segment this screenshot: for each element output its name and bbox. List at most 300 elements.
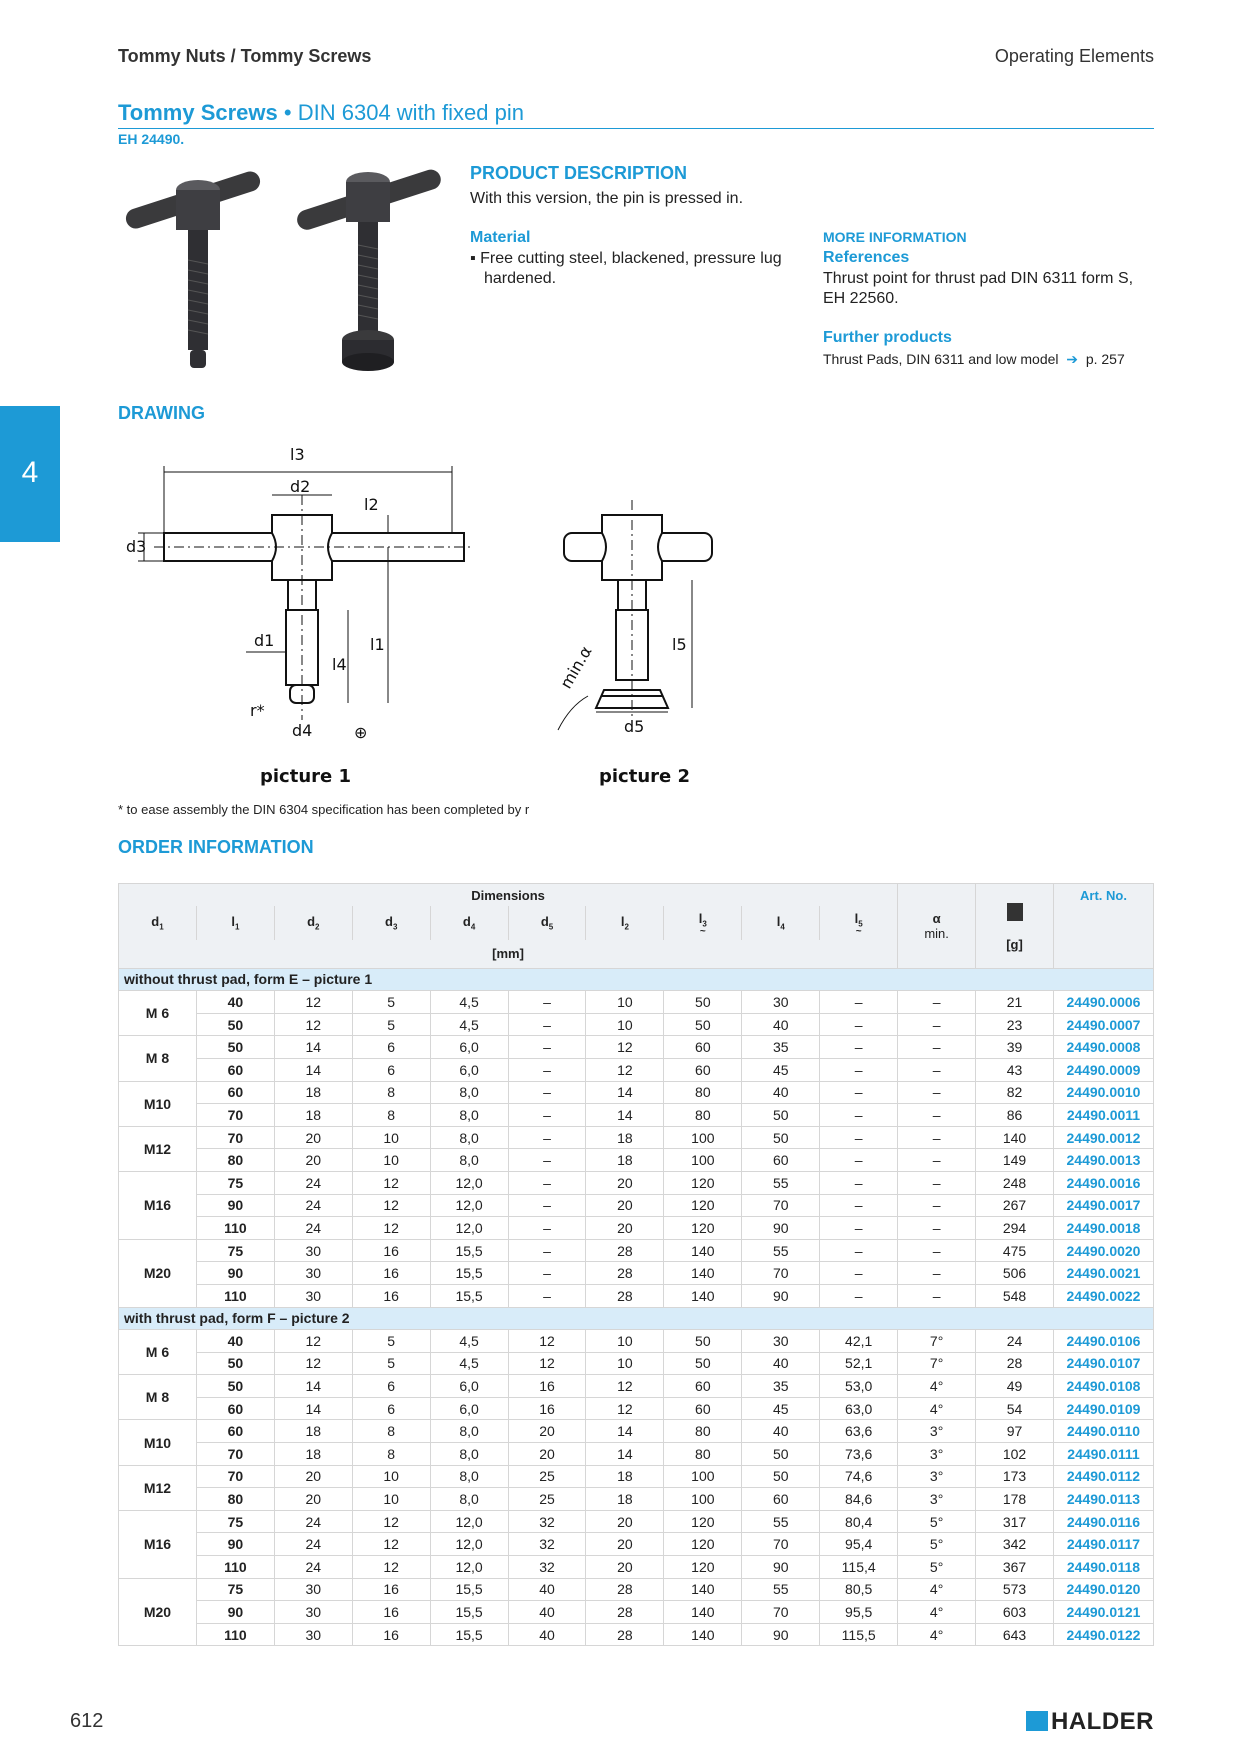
order-information-heading: ORDER INFORMATION: [118, 837, 314, 857]
unit-mm: [mm]: [119, 940, 898, 968]
column-index: 1: [234, 922, 240, 932]
table-cell: 28: [586, 1623, 664, 1646]
table-cell: 8: [352, 1104, 430, 1127]
table-cell: 24: [274, 1510, 352, 1533]
further-products-text: Thrust Pads, DIN 6311 and low model: [823, 351, 1059, 367]
svg-text:⊕: ⊕: [354, 723, 368, 742]
table-cell: 12: [352, 1510, 430, 1533]
table-cell: –: [898, 1217, 976, 1240]
thread-size: M 6: [119, 991, 197, 1036]
table-cell: –: [820, 991, 898, 1014]
thread-size: M20: [119, 1578, 197, 1646]
table-cell: –: [508, 1081, 586, 1104]
article-number-link[interactable]: 24490.0111: [1053, 1443, 1153, 1466]
length-l1-cell: 70: [196, 1126, 274, 1149]
article-number-link[interactable]: 24490.0108: [1053, 1375, 1153, 1398]
table-cell: 80,5: [820, 1578, 898, 1601]
length-l1-cell: 60: [196, 1081, 274, 1104]
table-cell: 643: [976, 1623, 1054, 1646]
length-l1-cell: 50: [196, 1036, 274, 1059]
length-l1-cell: 80: [196, 1149, 274, 1172]
table-cell: 70: [742, 1262, 820, 1285]
length-l1-cell: 60: [196, 1058, 274, 1081]
dimensions-header: Dimensions: [119, 884, 898, 907]
table-cell: 40: [742, 1081, 820, 1104]
article-number-link[interactable]: 24490.0120: [1053, 1578, 1153, 1601]
table-cell: 50: [742, 1443, 820, 1466]
further-products-link[interactable]: [823, 351, 1125, 368]
table-cell: 6: [352, 1375, 430, 1398]
table-cell: 43: [976, 1058, 1054, 1081]
table-cell: 30: [742, 1330, 820, 1353]
table-cell: –: [508, 1239, 586, 1262]
table-row: [119, 1081, 1154, 1104]
svg-text:d2: d2: [290, 477, 311, 496]
article-number-link[interactable]: 24490.0110: [1053, 1420, 1153, 1443]
column-index: 1: [159, 922, 164, 932]
chapter-tab[interactable]: 4: [0, 406, 60, 542]
table-cell: 50: [664, 1013, 742, 1036]
table-cell: 342: [976, 1533, 1054, 1556]
article-number-link[interactable]: 24490.0107: [1053, 1352, 1153, 1375]
table-cell: 60: [664, 1058, 742, 1081]
length-l1-cell: 90: [196, 1262, 274, 1285]
table-cell: 40: [742, 1013, 820, 1036]
length-l1-cell: 80: [196, 1488, 274, 1511]
table-cell: 18: [586, 1126, 664, 1149]
table-cell: 140: [664, 1239, 742, 1262]
table-cell: 6,0: [430, 1058, 508, 1081]
article-number-link[interactable]: 24490.0017: [1053, 1194, 1153, 1217]
halder-logo-icon: [1026, 1711, 1048, 1731]
table-cell: 7°: [898, 1352, 976, 1375]
picture-1-dimensions: [138, 466, 474, 720]
table-row: [119, 1284, 1154, 1307]
table-cell: 120: [664, 1510, 742, 1533]
table-cell: 4°: [898, 1578, 976, 1601]
table-cell: –: [820, 1126, 898, 1149]
table-cell: 14: [586, 1443, 664, 1466]
table-cell: 6: [352, 1036, 430, 1059]
table-cell: 12: [274, 1352, 352, 1375]
table-cell: 50: [664, 1352, 742, 1375]
table-cell: 74,6: [820, 1465, 898, 1488]
title-bullet: •: [283, 100, 292, 125]
length-l1-cell: 70: [196, 1104, 274, 1127]
article-number-link[interactable]: 24490.0012: [1053, 1126, 1153, 1149]
picture-1-labels: [126, 445, 385, 742]
table-cell: 45: [742, 1058, 820, 1081]
table-cell: –: [508, 991, 586, 1014]
table-cell: 8,0: [430, 1488, 508, 1511]
table-cell: 5°: [898, 1533, 976, 1556]
column-header-d3: [352, 906, 430, 940]
table-cell: 14: [274, 1058, 352, 1081]
table-cell: 24: [274, 1556, 352, 1579]
article-number-link[interactable]: 24490.0118: [1053, 1556, 1153, 1579]
table-cell: 80,4: [820, 1510, 898, 1533]
svg-text:l5: l5: [672, 635, 687, 654]
table-cell: 12: [274, 1013, 352, 1036]
table-cell: –: [508, 1194, 586, 1217]
table-cell: 95,4: [820, 1533, 898, 1556]
table-cell: 28: [586, 1284, 664, 1307]
table-cell: 80: [664, 1420, 742, 1443]
table-row: [119, 1171, 1154, 1194]
length-l1-cell: 110: [196, 1623, 274, 1646]
table-cell: 30: [274, 1601, 352, 1624]
table-cell: 6,0: [430, 1375, 508, 1398]
column-symbol: l: [698, 911, 703, 927]
table-cell: 14: [586, 1420, 664, 1443]
table-cell: 6,0: [430, 1036, 508, 1059]
column-symbol: d: [384, 914, 393, 930]
table-cell: 30: [274, 1578, 352, 1601]
table-cell: 140: [976, 1126, 1054, 1149]
table-cell: 16: [352, 1623, 430, 1646]
table-cell: 60: [664, 1036, 742, 1059]
table-cell: 506: [976, 1262, 1054, 1285]
group-title: with thrust pad, form F – picture 2: [119, 1307, 1154, 1330]
table-header-row: [119, 884, 1154, 907]
table-cell: 90: [742, 1556, 820, 1579]
article-number-link[interactable]: 24490.0010: [1053, 1081, 1153, 1104]
alpha-min-label: min.: [924, 925, 949, 941]
table-cell: 28: [976, 1352, 1054, 1375]
technical-drawing: [118, 440, 718, 800]
table-cell: –: [508, 1036, 586, 1059]
table-cell: 73,6: [820, 1443, 898, 1466]
column-index: 3: [702, 919, 707, 929]
table-cell: 80: [664, 1104, 742, 1127]
svg-text:l4: l4: [332, 655, 347, 674]
table-cell: 8,0: [430, 1081, 508, 1104]
picture-1-drawing: [164, 515, 464, 703]
table-cell: 115,4: [820, 1556, 898, 1579]
table-cell: 20: [274, 1465, 352, 1488]
table-cell: 50: [742, 1465, 820, 1488]
svg-text:d3: d3: [126, 537, 147, 556]
table-cell: 15,5: [430, 1284, 508, 1307]
table-row: [119, 1058, 1154, 1081]
length-l1-cell: 90: [196, 1533, 274, 1556]
alpha-label: α: [932, 910, 941, 926]
table-row: [119, 1488, 1154, 1511]
table-cell: 12: [508, 1330, 586, 1353]
length-l1-cell: 110: [196, 1217, 274, 1240]
column-symbol: l: [231, 914, 235, 930]
table-cell: 12: [586, 1397, 664, 1420]
table-cell: 30: [274, 1262, 352, 1285]
more-information-heading: MORE INFORMATION: [823, 229, 967, 245]
table-cell: 12: [586, 1036, 664, 1059]
table-cell: 475: [976, 1239, 1054, 1262]
table-cell: –: [898, 1081, 976, 1104]
table-cell: 10: [352, 1149, 430, 1172]
table-cell: 35: [742, 1375, 820, 1398]
table-cell: 8,0: [430, 1443, 508, 1466]
article-number-link[interactable]: 24490.0106: [1053, 1330, 1153, 1353]
table-cell: 28: [586, 1239, 664, 1262]
table-cell: 20: [274, 1149, 352, 1172]
column-header-l3: $l_3$ ~: [664, 906, 742, 940]
article-number-link[interactable]: 24490.0008: [1053, 1036, 1153, 1059]
table-cell: –: [508, 1149, 586, 1172]
picture-1-label: picture 1: [260, 766, 352, 787]
table-cell: 24: [274, 1194, 352, 1217]
further-products-heading: Further products: [823, 329, 952, 346]
table-cell: 90: [742, 1217, 820, 1240]
table-cell: 20: [508, 1443, 586, 1466]
article-number-link[interactable]: 24490.0011: [1053, 1104, 1153, 1127]
table-cell: 16: [508, 1397, 586, 1420]
arrow-right-icon: ➔: [1062, 351, 1082, 367]
table-cell: 32: [508, 1510, 586, 1533]
table-row: [119, 1601, 1154, 1624]
table-cell: 140: [664, 1623, 742, 1646]
table-cell: –: [508, 1104, 586, 1127]
table-cell: 8: [352, 1081, 430, 1104]
header-section-title: Tommy Nuts / Tommy Screws: [118, 46, 372, 66]
column-symbol: l: [776, 914, 781, 930]
table-cell: 100: [664, 1149, 742, 1172]
table-cell: –: [898, 1149, 976, 1172]
table-cell: 20: [586, 1533, 664, 1556]
svg-text:d4: d4: [292, 721, 313, 740]
art-no-header: Art. No.: [1053, 884, 1153, 969]
table-row: [119, 1465, 1154, 1488]
table-cell: 16: [352, 1239, 430, 1262]
table-row: [119, 1510, 1154, 1533]
table-cell: 60: [742, 1149, 820, 1172]
thread-size: M16: [119, 1510, 197, 1578]
table-cell: 8,0: [430, 1465, 508, 1488]
table-cell: 3°: [898, 1488, 976, 1511]
alpha-header: [898, 884, 976, 969]
table-cell: –: [508, 1126, 586, 1149]
svg-text:d5: d5: [624, 717, 645, 736]
product-description-heading: PRODUCT DESCRIPTION: [470, 163, 688, 183]
table-cell: 4°: [898, 1375, 976, 1398]
table-row: [119, 1556, 1154, 1579]
length-l1-cell: 50: [196, 1375, 274, 1398]
column-index: 5: [858, 919, 863, 929]
material-list-item: ▪ Free cutting steel, blackened, pressure lug hardened.: [470, 250, 782, 287]
article-number-link[interactable]: 24490.0113: [1053, 1488, 1153, 1511]
table-cell: 12: [274, 991, 352, 1014]
table-cell: 10: [352, 1488, 430, 1511]
article-number-link[interactable]: 24490.0016: [1053, 1171, 1153, 1194]
table-cell: 12: [586, 1375, 664, 1398]
thread-size: M12: [119, 1465, 197, 1510]
table-cell: –: [820, 1036, 898, 1059]
product-photo: [118, 160, 458, 380]
article-number-link[interactable]: 24490.0116: [1053, 1510, 1153, 1533]
table-cell: 30: [274, 1284, 352, 1307]
table-row: [119, 1623, 1154, 1646]
tommy-screw-photo-2: [295, 167, 444, 371]
table-row: [119, 1330, 1154, 1353]
table-cell: 10: [352, 1126, 430, 1149]
table-cell: 20: [586, 1510, 664, 1533]
table-cell: 14: [586, 1081, 664, 1104]
table-row: [119, 991, 1154, 1014]
table-cell: 15,5: [430, 1262, 508, 1285]
column-header-l5: $l_5$ ~: [820, 906, 898, 940]
article-number-link[interactable]: 24490.0018: [1053, 1217, 1153, 1240]
table-cell: 82: [976, 1081, 1054, 1104]
order-table: [118, 883, 1154, 1646]
article-number-link[interactable]: 24490.0109: [1053, 1397, 1153, 1420]
article-number-link[interactable]: 24490.0007: [1053, 1013, 1153, 1036]
table-cell: 97: [976, 1420, 1054, 1443]
table-row: [119, 1217, 1154, 1240]
table-cell: 120: [664, 1171, 742, 1194]
article-number-link[interactable]: 24490.0122: [1053, 1623, 1153, 1646]
page-title: [118, 100, 524, 126]
table-cell: 12,0: [430, 1171, 508, 1194]
article-number-link[interactable]: 24490.0112: [1053, 1465, 1153, 1488]
article-number-link[interactable]: 24490.0020: [1053, 1239, 1153, 1262]
column-index: 5: [548, 922, 554, 932]
length-l1-cell: 110: [196, 1284, 274, 1307]
drawing-footnote: * to ease assembly the DIN 6304 specification has been completed by r: [118, 802, 530, 817]
article-number-link[interactable]: 24490.0021: [1053, 1262, 1153, 1285]
table-cell: –: [820, 1149, 898, 1172]
table-cell: –: [820, 1284, 898, 1307]
table-cell: 60: [664, 1397, 742, 1420]
table-cell: –: [820, 1239, 898, 1262]
length-l1-cell: 50: [196, 1352, 274, 1375]
title-rest: DIN 6304 with fixed pin: [297, 100, 524, 125]
group-title: without thrust pad, form E – picture 1: [119, 968, 1154, 991]
column-header-d4: [430, 906, 508, 940]
length-l1-cell: 75: [196, 1510, 274, 1533]
group-row: [119, 1307, 1154, 1330]
table-cell: 5: [352, 991, 430, 1014]
table-cell: 55: [742, 1171, 820, 1194]
table-cell: –: [508, 1058, 586, 1081]
article-number-link[interactable]: 24490.0013: [1053, 1149, 1153, 1172]
table-cell: 317: [976, 1510, 1054, 1533]
table-cell: 3°: [898, 1465, 976, 1488]
table-row: [119, 1013, 1154, 1036]
references-heading: References: [823, 249, 910, 266]
table-row: [119, 1149, 1154, 1172]
table-cell: 95,5: [820, 1601, 898, 1624]
table-cell: 267: [976, 1194, 1054, 1217]
length-l1-cell: 40: [196, 991, 274, 1014]
table-cell: 603: [976, 1601, 1054, 1624]
table-cell: 30: [742, 991, 820, 1014]
table-cell: 100: [664, 1488, 742, 1511]
table-cell: 8,0: [430, 1420, 508, 1443]
thread-size: M 6: [119, 1330, 197, 1375]
table-cell: 18: [274, 1104, 352, 1127]
table-row: [119, 1262, 1154, 1285]
table-cell: 12,0: [430, 1533, 508, 1556]
table-cell: 70: [742, 1601, 820, 1624]
table-cell: 18: [586, 1465, 664, 1488]
article-number-link[interactable]: 24490.0006: [1053, 991, 1153, 1014]
table-cell: 15,5: [430, 1601, 508, 1624]
table-cell: –: [508, 1217, 586, 1240]
table-cell: 16: [352, 1578, 430, 1601]
picture-2-label: picture 2: [599, 766, 691, 787]
table-cell: 86: [976, 1104, 1054, 1127]
table-cell: 12: [352, 1194, 430, 1217]
table-cell: 12: [352, 1171, 430, 1194]
table-cell: 50: [664, 991, 742, 1014]
svg-text:l1: l1: [370, 635, 385, 654]
table-cell: 90: [742, 1284, 820, 1307]
table-cell: –: [898, 1239, 976, 1262]
table-cell: 20: [586, 1217, 664, 1240]
table-cell: 120: [664, 1217, 742, 1240]
weight-unit: [g]: [1006, 937, 1023, 953]
table-cell: –: [898, 1262, 976, 1285]
column-header-d5: [508, 906, 586, 940]
table-cell: 20: [586, 1194, 664, 1217]
table-cell: 4,5: [430, 1352, 508, 1375]
table-cell: 115,5: [820, 1623, 898, 1646]
table-cell: 60: [742, 1488, 820, 1511]
table-cell: 12,0: [430, 1194, 508, 1217]
table-cell: 4,5: [430, 1013, 508, 1036]
svg-text:l3: l3: [290, 445, 305, 464]
table-cell: –: [820, 1217, 898, 1240]
table-cell: 6: [352, 1058, 430, 1081]
table-cell: –: [898, 1194, 976, 1217]
table-cell: 102: [976, 1443, 1054, 1466]
article-number-link[interactable]: 24490.0009: [1053, 1058, 1153, 1081]
table-cell: –: [820, 1171, 898, 1194]
table-cell: 16: [352, 1601, 430, 1624]
table-cell: 100: [664, 1465, 742, 1488]
svg-text:r*: r*: [250, 701, 265, 720]
table-cell: 63,0: [820, 1397, 898, 1420]
table-cell: –: [898, 1126, 976, 1149]
table-cell: 50: [742, 1104, 820, 1127]
article-number-link[interactable]: 24490.0117: [1053, 1533, 1153, 1556]
article-number-link[interactable]: 24490.0121: [1053, 1601, 1153, 1624]
table-cell: 573: [976, 1578, 1054, 1601]
table-cell: 10: [586, 1013, 664, 1036]
table-cell: 140: [664, 1578, 742, 1601]
table-cell: 30: [274, 1239, 352, 1262]
table-cell: –: [508, 1262, 586, 1285]
table-cell: 3°: [898, 1420, 976, 1443]
table-cell: 12: [274, 1330, 352, 1353]
table-cell: 10: [586, 991, 664, 1014]
table-cell: 12,0: [430, 1217, 508, 1240]
table-cell: 294: [976, 1217, 1054, 1240]
thread-size: M20: [119, 1239, 197, 1307]
column-header-d1: [119, 906, 197, 940]
length-l1-cell: 70: [196, 1443, 274, 1466]
table-cell: 178: [976, 1488, 1054, 1511]
table-cell: 4,5: [430, 1330, 508, 1353]
table-row: [119, 1397, 1154, 1420]
table-cell: 28: [586, 1601, 664, 1624]
table-cell: –: [820, 1262, 898, 1285]
article-number-link[interactable]: 24490.0022: [1053, 1284, 1153, 1307]
weight-icon: [1007, 903, 1023, 921]
table-cell: 20: [274, 1488, 352, 1511]
column-header-l1: [196, 906, 274, 940]
table-cell: 45: [742, 1397, 820, 1420]
table-cell: –: [898, 1036, 976, 1059]
